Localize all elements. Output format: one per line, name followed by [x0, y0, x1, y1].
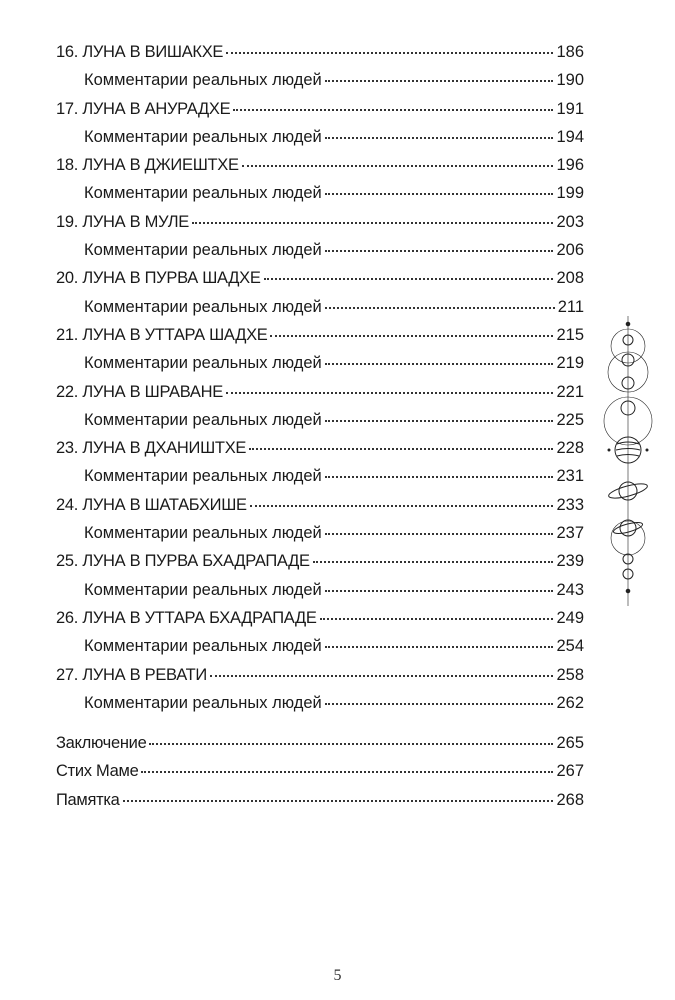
- dot-leader: [325, 306, 555, 309]
- dot-leader: [249, 447, 553, 450]
- toc-entry-page: 265: [556, 734, 584, 752]
- toc-entry-page: 221: [556, 382, 584, 401]
- toc-subentry: [56, 467, 584, 495]
- toc-entry-title: Комментарии реальных людей: [84, 580, 322, 599]
- table-of-contents-appendix: [56, 734, 584, 819]
- toc-entry-title: Комментарии реальных людей: [84, 693, 322, 712]
- dot-leader: [325, 362, 554, 365]
- toc-entry-title: 18. ЛУНА В ДЖИЕШТХЕ: [56, 156, 239, 175]
- planets-illustration-icon: [598, 316, 658, 606]
- toc-entry-title: Комментарии реальных людей: [84, 241, 322, 260]
- toc-entry-title: 23. ЛУНА В ДХАНИШТХЕ: [56, 439, 247, 458]
- toc-entry-page: 206: [556, 241, 584, 260]
- toc-entry-page: 191: [556, 99, 584, 118]
- toc-subentry: [56, 354, 584, 382]
- toc-entry-page: 186: [556, 43, 584, 61]
- dot-leader: [226, 51, 553, 54]
- toc-entry-title: Комментарии реальных людей: [84, 410, 322, 429]
- toc-entry-title: Заключение: [56, 734, 147, 752]
- toc-entry-title: Комментарии реальных людей: [84, 71, 322, 90]
- dot-leader: [325, 192, 554, 195]
- toc-entry-page: 203: [556, 212, 584, 231]
- toc-entry-title: 27. ЛУНА В РЕВАТИ: [56, 665, 207, 684]
- toc-entry-title: Комментарии реальных людей: [84, 467, 322, 486]
- toc-subentry: [56, 241, 584, 269]
- toc-entry: [56, 326, 584, 354]
- dot-leader: [325, 79, 554, 82]
- toc-entry: [56, 762, 584, 790]
- toc-entry-title: Комментарии реальных людей: [84, 637, 322, 656]
- toc-entry-title: 16. ЛУНА В ВИШАКХЕ: [56, 43, 224, 61]
- toc-entry: [56, 213, 584, 241]
- dot-leader: [210, 674, 554, 677]
- toc-entry: [56, 100, 584, 128]
- toc-entry-page: 215: [556, 325, 584, 344]
- toc-entry-page: 225: [556, 410, 584, 429]
- toc-entry-page: 208: [556, 269, 584, 288]
- toc-entry: [56, 609, 584, 637]
- toc-entry-title: 17. ЛУНА В АНУРАДХЕ: [56, 99, 231, 118]
- toc-entry-page: 190: [556, 71, 584, 90]
- toc-subentry: [56, 637, 584, 665]
- dot-leader: [313, 560, 554, 563]
- dot-leader: [264, 277, 554, 280]
- dot-leader: [325, 702, 554, 705]
- toc-entry-page: 258: [556, 665, 584, 684]
- toc-subentry: [56, 184, 584, 212]
- dot-leader: [250, 504, 554, 507]
- table-of-contents: [56, 43, 584, 722]
- toc-entry: [56, 791, 584, 819]
- dot-leader: [226, 391, 554, 394]
- toc-entry-title: Комментарии реальных людей: [84, 524, 322, 543]
- toc-entry-title: 19. ЛУНА В МУЛЕ: [56, 212, 189, 231]
- toc-entry-page: 254: [556, 637, 584, 656]
- dot-leader: [325, 419, 554, 422]
- toc-entry: [56, 269, 584, 297]
- toc-entry-page: 237: [556, 524, 584, 543]
- toc-entry-title: 20. ЛУНА В ПУРВА ШАДХЕ: [56, 269, 261, 288]
- toc-entry-page: 231: [556, 467, 584, 486]
- dot-leader: [242, 164, 554, 167]
- dot-leader: [320, 617, 554, 620]
- dot-leader: [149, 742, 553, 745]
- toc-entry-page: 262: [556, 693, 584, 712]
- toc-subentry: [56, 581, 584, 609]
- toc-entry-title: 24. ЛУНА В ШАТАБХИШЕ: [56, 495, 247, 514]
- toc-entry-title: 25. ЛУНА В ПУРВА БХАДРАПАДЕ: [56, 552, 310, 571]
- dot-leader: [325, 645, 554, 648]
- toc-subentry: [56, 694, 584, 722]
- toc-entry-page: 267: [556, 762, 584, 781]
- dot-leader: [141, 770, 553, 773]
- dot-leader: [325, 532, 554, 535]
- dot-leader: [325, 589, 554, 592]
- dot-leader: [325, 249, 554, 252]
- toc-entry-page: 196: [556, 156, 584, 175]
- page-number: 5: [333, 967, 342, 984]
- toc-entry-page: 243: [556, 580, 584, 599]
- toc-entry-page: 233: [556, 495, 584, 514]
- toc-entry: [56, 439, 584, 467]
- toc-entry-page: 199: [556, 184, 584, 203]
- toc-entry-title: Комментарии реальных людей: [84, 354, 322, 373]
- dot-leader: [192, 221, 554, 224]
- toc-entry: [56, 734, 584, 762]
- toc-entry-page: 211: [557, 297, 584, 316]
- toc-entry-title: Комментарии реальных людей: [84, 127, 322, 146]
- toc-subentry: [56, 71, 584, 99]
- toc-entry-title: Комментарии реальных людей: [84, 184, 322, 203]
- toc-entry-page: 194: [556, 127, 584, 146]
- dot-leader: [233, 108, 553, 111]
- toc-entry-page: 268: [556, 790, 584, 809]
- toc-subentry: [56, 128, 584, 156]
- toc-entry-page: 249: [556, 608, 584, 627]
- toc-entry-title: Памятка: [56, 790, 120, 809]
- toc-entry-page: 228: [556, 439, 584, 458]
- toc-entry-title: 22. ЛУНА В ШРАВАНЕ: [56, 382, 223, 401]
- dot-leader: [270, 334, 553, 337]
- toc-entry: [56, 552, 584, 580]
- toc-entry-title: 21. ЛУНА В УТТАРА ШАДХЕ: [56, 325, 268, 344]
- dot-leader: [123, 799, 554, 802]
- toc-subentry: [56, 298, 584, 326]
- toc-entry: [56, 666, 584, 694]
- toc-entry: [56, 383, 584, 411]
- toc-entry: [56, 496, 584, 524]
- dot-leader: [325, 475, 554, 478]
- toc-entry-page: 219: [556, 354, 584, 373]
- toc-entry: [56, 156, 584, 184]
- toc-entry-title: 26. ЛУНА В УТТАРА БХАДРАПАДЕ: [56, 608, 317, 627]
- toc-entry-page: 239: [556, 552, 584, 571]
- toc-entry: [56, 43, 584, 71]
- toc-subentry: [56, 411, 584, 439]
- toc-entry-title: Комментарии реальных людей: [84, 297, 322, 316]
- toc-entry-title: Стих Маме: [56, 762, 139, 781]
- toc-subentry: [56, 524, 584, 552]
- dot-leader: [325, 136, 554, 139]
